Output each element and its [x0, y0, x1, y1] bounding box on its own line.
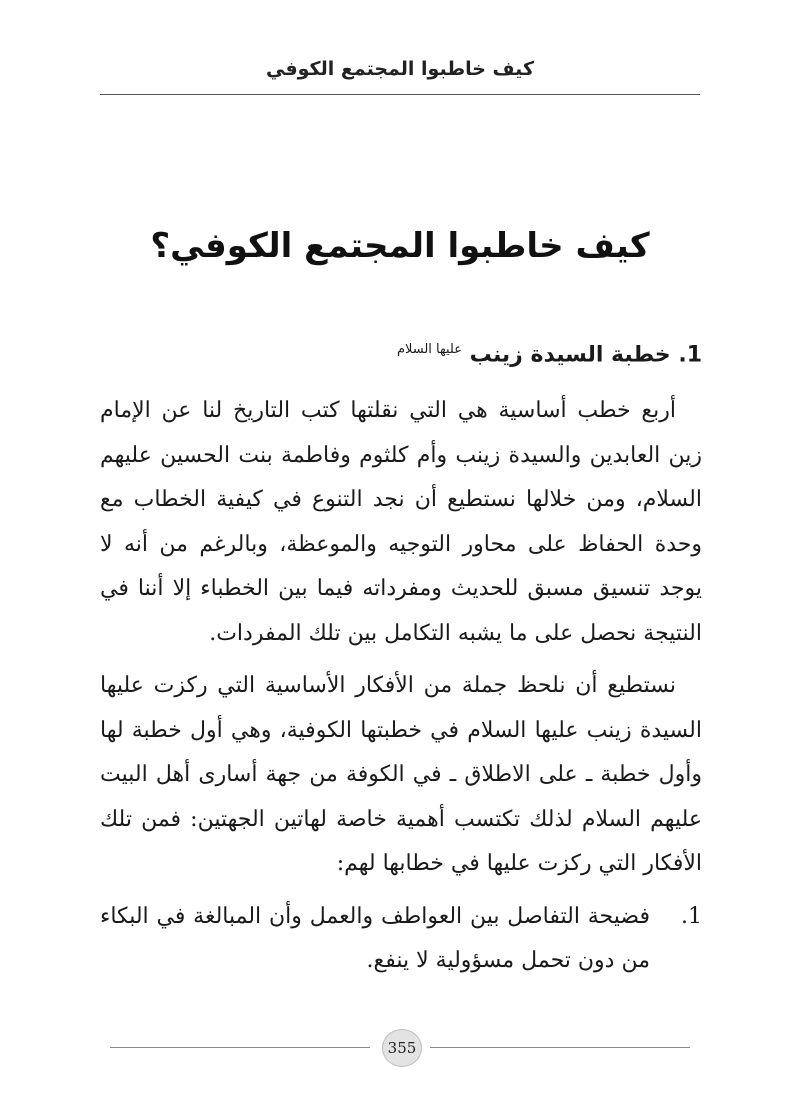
- list-item: [100, 895, 702, 984]
- footer-divider-right: [430, 1047, 690, 1048]
- honorific-glyph: عليها السلام: [396, 342, 462, 357]
- paragraph-2: نستطيع أن نلحظ جملة من الأفكار الأساسية التي ركزت عليها السيدة زينب عليها السلام في خطبتها الكوفية، وهي أول خطبة لها وأول خطبة ـ على الاطلاق ـ في الكوفة من جهة أسارى أهل البيت عليهم السلام لذلك تكتسب أهمية خاصة لهاتين الجهتين: فمن تلك الأفكار التي ركزت عليها في خطابها لهم:: [100, 673, 702, 877]
- section-title: خطبة السيدة زينب: [469, 342, 671, 368]
- section-heading: [100, 330, 702, 375]
- section-number: 1.: [678, 342, 702, 368]
- page-number: 355: [382, 1029, 422, 1067]
- footer-divider-left: [110, 1047, 370, 1048]
- numbered-list: [100, 895, 702, 984]
- chapter-title: كيف خاطبوا المجتمع الكوفي؟: [150, 226, 650, 266]
- page-body: [100, 330, 702, 984]
- list-item-text: فضيحة التفاصل بين العواطف والعمل وأن المبالغة في البكاء من دون تحمل مسؤولية لا ينفع.: [100, 903, 650, 974]
- header-divider: [100, 94, 700, 95]
- list-item-number: 1.: [681, 903, 702, 929]
- paragraph-1: أربع خطب أساسية هي التي نقلتها كتب التاريخ لنا عن الإمام زين العابدين والسيدة زينب وأم كلثوم وفاطمة بنت الحسين عليهم السلام، ومن خلالها نستطيع أن نجد التنوع في كيفية الخطاب مع وحدة الحفاظ على محاور التوجيه والموعظة، وبالرغم من أنه لا يوجد تنسيق مسبق للحديث ومفرداته فيما بين الخطباء إلا أننا في النتيجة نحصل على ما يشبه التكامل بين تلك المفردات.: [100, 398, 702, 646]
- running-header: كيف خاطبوا المجتمع الكوفي: [265, 58, 534, 80]
